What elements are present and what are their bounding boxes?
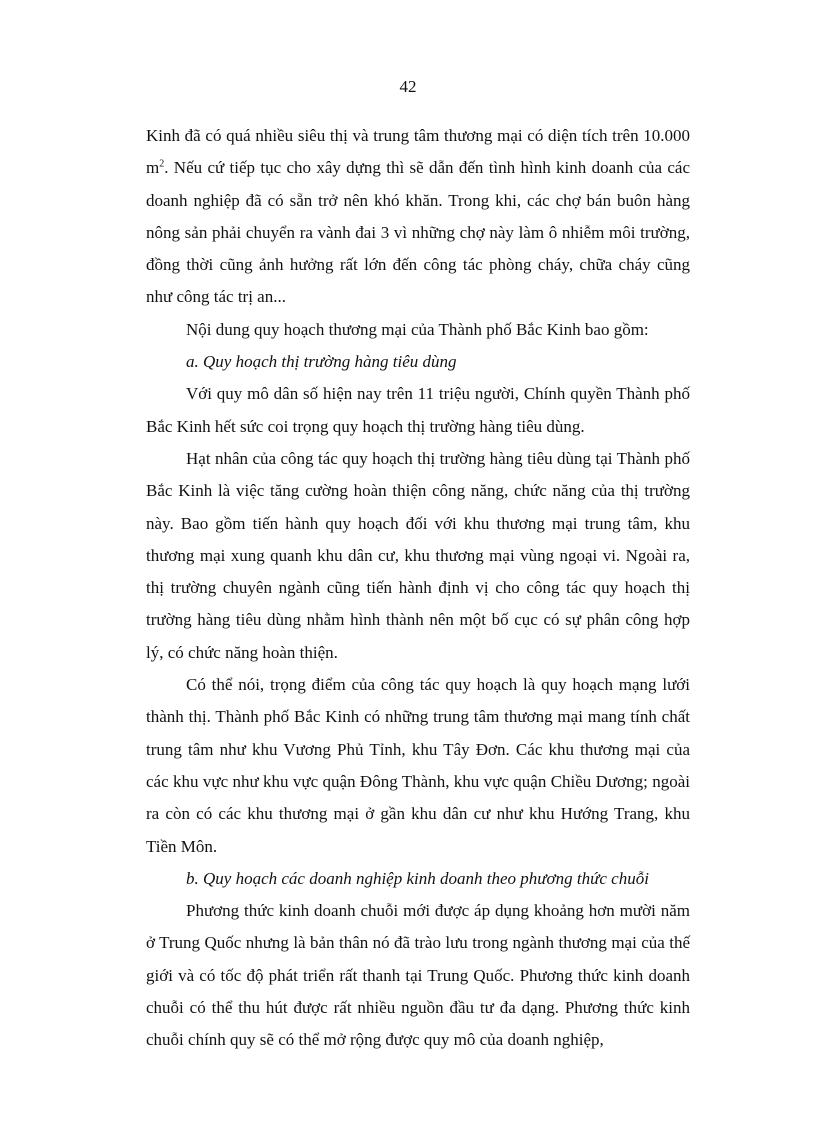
body-text <box>146 120 690 1057</box>
paragraph-intro: Nội dung quy hoạch thương mại của Thành phố Bắc Kinh bao gồm: <box>186 319 649 339</box>
page-number: 42 <box>399 77 417 96</box>
paragraph-text: . Nếu cứ tiếp tục cho xây dựng thì sẽ dẫn đến tình hình kinh doanh của các doanh nghiệp đã có sẵn trở nên khó khăn. Trong khi, các chợ bán buôn hàng nông sản phải chuyển ra vành đai 3 vì những chợ này làm ô nhiễm môi trường, đồng thời cũng ảnh hưởng rất lớn đến công tác phòng cháy, chữa cháy cũng như công tác trị an... <box>146 158 690 307</box>
paragraph-chain-business: Phương thức kinh doanh chuỗi mới được áp dụng khoảng hơn mười năm ở Trung Quốc nhưng là bản thân nó đã trào lưu trong ngành thương mại của thế giới và có tốc độ phát triển rất thanh tại Trung Quốc. Phương thức kinh doanh chuỗi có thể thu hút được rất nhiều nguồn đầu tư đa dạng. Phương thức kinh chuỗi chính quy sẽ có thể mở rộng được quy mô của doanh nghiệp, <box>146 901 690 1050</box>
paragraph-urban-network: Có thể nói, trọng điểm của công tác quy hoạch là quy hoạch mạng lưới thành thị. Thành phố Bắc Kinh có những trung tâm thương mại mang tính chất trung tâm như khu Vương Phủ Tỉnh, khu Tây Đơn. Các khu thương mại của các khu vực như khu vực quận Đông Thành, khu vực quận Chiều Dương; ngoài ra còn có các khu thương mại ở gần khu dân cư như khu Hướng Trang, khu Tiền Môn. <box>146 675 690 856</box>
section-heading-b: b. Quy hoạch các doanh nghiệp kinh doanh theo phương thức chuỗi <box>186 868 649 888</box>
paragraph-text: Kinh đã có quá nhiều siêu thị và trung tâm thương mại có diện tích trên 10.000 m <box>146 126 690 178</box>
paragraph-core-planning: Hạt nhân của công tác quy hoạch thị trường hàng tiêu dùng tại Thành phố Bắc Kinh là việc tăng cường hoàn thiện công năng, chức năng của thị trường này. Bao gồm tiến hành quy hoạch đối với khu thương mại trung tâm, khu thương mại xung quanh khu dân cư, khu thương mại vùng ngoại vi. Ngoài ra, thị trường chuyên ngành cũng tiến hành định vị cho công tác quy hoạch thị trường hàng tiêu dùng nhằm hình thành nên một bố cục có sự phân công hợp lý, có chức năng hoàn thiện. <box>146 448 690 662</box>
superscript-exponent: 2 <box>159 158 165 170</box>
section-heading-a: a. Quy hoạch thị trường hàng tiêu dùng <box>186 352 457 372</box>
paragraph-continuation <box>146 120 690 314</box>
paragraph-population: Với quy mô dân số hiện nay trên 11 triệu người, Chính quyền Thành phố Bắc Kinh hết sức coi trọng quy hoạch thị trường hàng tiêu dùng. <box>146 384 690 436</box>
